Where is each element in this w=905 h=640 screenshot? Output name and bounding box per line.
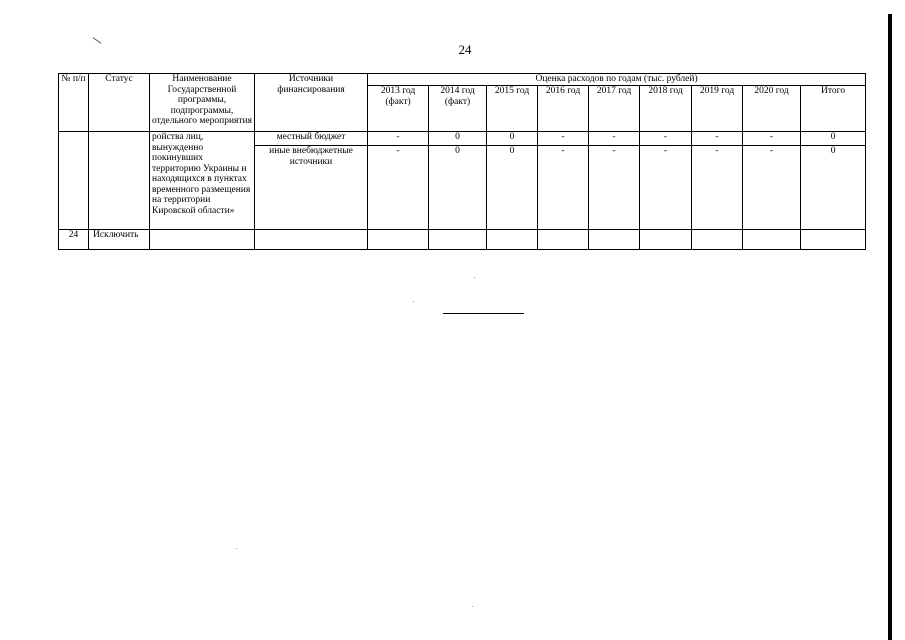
header-num: № п/п xyxy=(59,74,89,132)
budget-table xyxy=(58,73,866,250)
scan-speck xyxy=(472,606,473,607)
header-sources: Источники финансирования xyxy=(255,74,368,132)
row-source xyxy=(255,230,368,250)
page-number: 24 xyxy=(458,42,472,57)
header-total: Итого xyxy=(801,86,866,132)
value-cell: - xyxy=(692,132,743,146)
table-row xyxy=(59,230,866,250)
header-year-2015: 2015 год xyxy=(487,86,538,132)
header-row-1 xyxy=(59,74,866,86)
value-cell xyxy=(538,230,589,250)
header-year-2017: 2017 год xyxy=(589,86,640,132)
header-year-2014: 2014 год (факт) xyxy=(429,86,487,132)
row-status: Исключить xyxy=(89,230,150,250)
value-cell: 0 xyxy=(429,132,487,146)
scan-speck xyxy=(236,548,237,549)
header-year-2016: 2016 год xyxy=(538,86,589,132)
value-cell xyxy=(692,230,743,250)
value-cell-total: 0 xyxy=(801,146,866,230)
row-status xyxy=(89,132,150,230)
header-year-2020: 2020 год xyxy=(743,86,801,132)
value-cell: 0 xyxy=(487,146,538,230)
row-source: местный бюджет xyxy=(255,132,368,146)
value-cell: - xyxy=(589,132,640,146)
value-cell: - xyxy=(368,146,429,230)
value-cell-total xyxy=(801,230,866,250)
value-cell: 0 xyxy=(429,146,487,230)
row-num xyxy=(59,132,89,230)
value-cell xyxy=(487,230,538,250)
value-cell: - xyxy=(692,146,743,230)
value-cell: - xyxy=(640,146,692,230)
footnote-separator xyxy=(443,313,524,314)
row-source: иные внебюджетные источники xyxy=(255,146,368,230)
value-cell-total: 0 xyxy=(801,132,866,146)
value-cell xyxy=(743,230,801,250)
value-cell: 0 xyxy=(487,132,538,146)
header-year-2019: 2019 год xyxy=(692,86,743,132)
header-status: Статус xyxy=(89,74,150,132)
value-cell xyxy=(589,230,640,250)
header-estimate-group: Оценка расходов по годам (тыс. рублей) xyxy=(368,74,866,86)
value-cell: - xyxy=(538,146,589,230)
value-cell: - xyxy=(743,146,801,230)
value-cell: - xyxy=(743,132,801,146)
scan-speck xyxy=(474,277,475,278)
row-name xyxy=(150,230,255,250)
value-cell xyxy=(368,230,429,250)
value-cell xyxy=(429,230,487,250)
value-cell: - xyxy=(538,132,589,146)
value-cell: - xyxy=(368,132,429,146)
value-cell: - xyxy=(589,146,640,230)
row-name: ройства лиц, вынужденно покинувших территорию Украины и находящихся в пунктах временного размещения на территории Кировской области» xyxy=(150,132,255,230)
value-cell xyxy=(640,230,692,250)
scan-speck xyxy=(413,301,414,302)
header-year-2018: 2018 год xyxy=(640,86,692,132)
header-name: Наименование Государственной программы, подпрограммы, отдельного мероприятия xyxy=(150,74,255,132)
table-row xyxy=(59,132,866,146)
value-cell: - xyxy=(640,132,692,146)
header-year-2013: 2013 год (факт) xyxy=(368,86,429,132)
page-edge-border xyxy=(888,14,892,640)
row-num: 24 xyxy=(59,230,89,250)
